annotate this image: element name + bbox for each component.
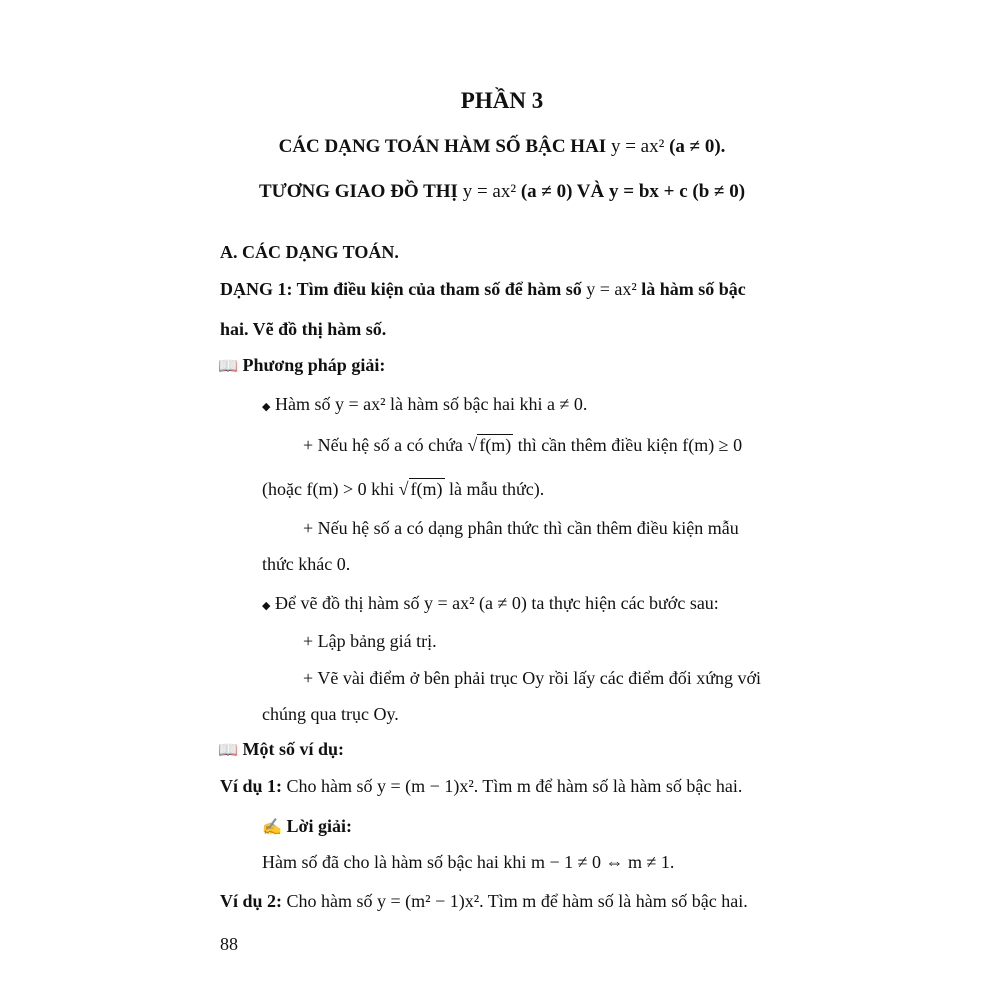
heading-2 <box>0 179 1004 205</box>
point-2-line2: thức khác 0. <box>262 554 351 574</box>
dang1-suffix: là hàm số bậc <box>641 279 746 299</box>
point-1-sqrt: f(m) <box>479 435 512 455</box>
bullet-1-text-b: là hàm số bậc hai khi <box>390 394 543 414</box>
point-1-line2-formula: f(m) > 0 <box>306 479 367 499</box>
dang1-line2: hai. Vẽ đồ thị hàm số. <box>220 319 387 339</box>
point-1-line1: + Nếu hệ số a có chứa √ f(m) thì cần thêm điều kiện f(m) ≥ 0 <box>303 435 743 455</box>
point-1-var: a <box>394 435 403 455</box>
bullet-1-formula: y = ax² <box>334 394 386 414</box>
solution-1-text: Hàm số đã cho là hàm số bậc hai khi <box>262 852 527 872</box>
diamond-bullet-icon: ◆ <box>262 401 271 413</box>
solution-1 <box>262 850 674 874</box>
method-title: Phương pháp giải: <box>242 355 386 375</box>
example-2-var: m <box>522 891 537 911</box>
example-2-text-a: Cho hàm số <box>286 891 373 911</box>
bullet-2-condition: (a ≠ 0) <box>479 593 527 613</box>
book-icon: 📖 <box>218 742 238 759</box>
point-1-line2-text-c: là mẫu thức). <box>449 479 545 499</box>
point-1-condition: f(m) ≥ 0 <box>682 435 743 455</box>
example-1-text-b: . Tìm <box>473 776 513 796</box>
point-2-line1: + Nếu hệ số a có dạng phân thức thì cần thêm điều kiện mẫu <box>303 518 739 538</box>
heading-1 <box>0 134 1004 160</box>
step-1: + Lập bảng giá trị. <box>303 631 437 651</box>
diamond-bullet-icon: ◆ <box>262 600 271 612</box>
point-1-line2-text-a: (hoặc <box>262 479 302 499</box>
bullet-1-condition: a ≠ 0. <box>546 394 588 414</box>
example-1 <box>220 774 742 798</box>
example-1-label: Ví dụ 1: <box>220 776 283 796</box>
example-1-formula: y = (m − 1)x² <box>377 776 474 796</box>
solution-heading <box>262 814 352 840</box>
section-a-title: A. CÁC DẠNG TOÁN. <box>220 242 399 262</box>
bullet-2 <box>262 591 719 618</box>
bullet-2-text-b: ta thực hiện các bước sau: <box>531 593 719 613</box>
solution-1-end: . <box>669 852 675 872</box>
bullet-1-text-a: Hàm số <box>274 394 331 414</box>
heading-1-formula: y = ax² <box>610 136 665 157</box>
example-2-text-c: để hàm số là hàm số bậc hai. <box>540 891 748 911</box>
solution-title: Lời giải: <box>286 816 352 836</box>
dang1-line1 <box>220 277 746 301</box>
page-number: 88 <box>220 934 238 954</box>
heading-2-rest: (a ≠ 0) VÀ y = bx + c (b ≠ 0) <box>520 181 746 202</box>
example-2-label: Ví dụ 2: <box>220 891 283 911</box>
point-1-line2-text-b: khi <box>371 479 395 499</box>
examples-title: Một số ví dụ: <box>242 739 345 759</box>
bullet-2-formula: y = ax² <box>423 593 475 613</box>
method-heading <box>218 353 385 379</box>
example-2 <box>220 889 748 913</box>
point-1-text-b: có chứa <box>406 435 463 455</box>
book-icon: 📖 <box>218 358 238 375</box>
examples-heading <box>218 737 344 763</box>
heading-2-formula: y = ax² <box>462 181 517 202</box>
example-2-text-b: . Tìm <box>479 891 518 911</box>
point-1-text-a: + Nếu hệ số <box>303 435 390 455</box>
example-1-text-c: để hàm số là hàm số bậc hai. <box>535 776 743 796</box>
pen-icon: ✍ <box>262 819 282 836</box>
example-2-formula: y = (m² − 1)x² <box>377 891 480 911</box>
solution-1-formula: m − 1 ≠ 0 ⇔ m ≠ 1 <box>530 852 670 872</box>
step-2-line1: + Vẽ vài điểm ở bên phải trục Oy rồi lấy các điểm đối xứng với <box>303 668 761 688</box>
example-1-var: m <box>516 776 531 796</box>
point-1-line2-sqrt: f(m) <box>410 479 443 499</box>
heading-1-condition: (a ≠ 0). <box>669 136 726 157</box>
point-1-line2: (hoặc f(m) > 0 khi √ f(m) là mẫu thức). <box>262 479 545 499</box>
bullet-2-text-a: Để vẽ đồ thị hàm số <box>274 593 420 613</box>
dang1-prefix: DẠNG 1: Tìm điều kiện của tham số để hàm số <box>220 279 582 299</box>
heading-1-text: CÁC DẠNG TOÁN HÀM SỐ BẬC HAI <box>278 136 607 157</box>
point-1-text-c: thì cần thêm điều kiện <box>517 435 678 455</box>
part-title: PHẦN 3 <box>460 88 544 113</box>
example-1-text-a: Cho hàm số <box>286 776 373 796</box>
heading-2-text: TƯƠNG GIAO ĐỒ THỊ <box>258 181 458 202</box>
step-2-line2: chúng qua trục Oy. <box>262 704 399 724</box>
dang1-formula: y = ax² <box>586 279 637 299</box>
bullet-1 <box>262 392 587 419</box>
